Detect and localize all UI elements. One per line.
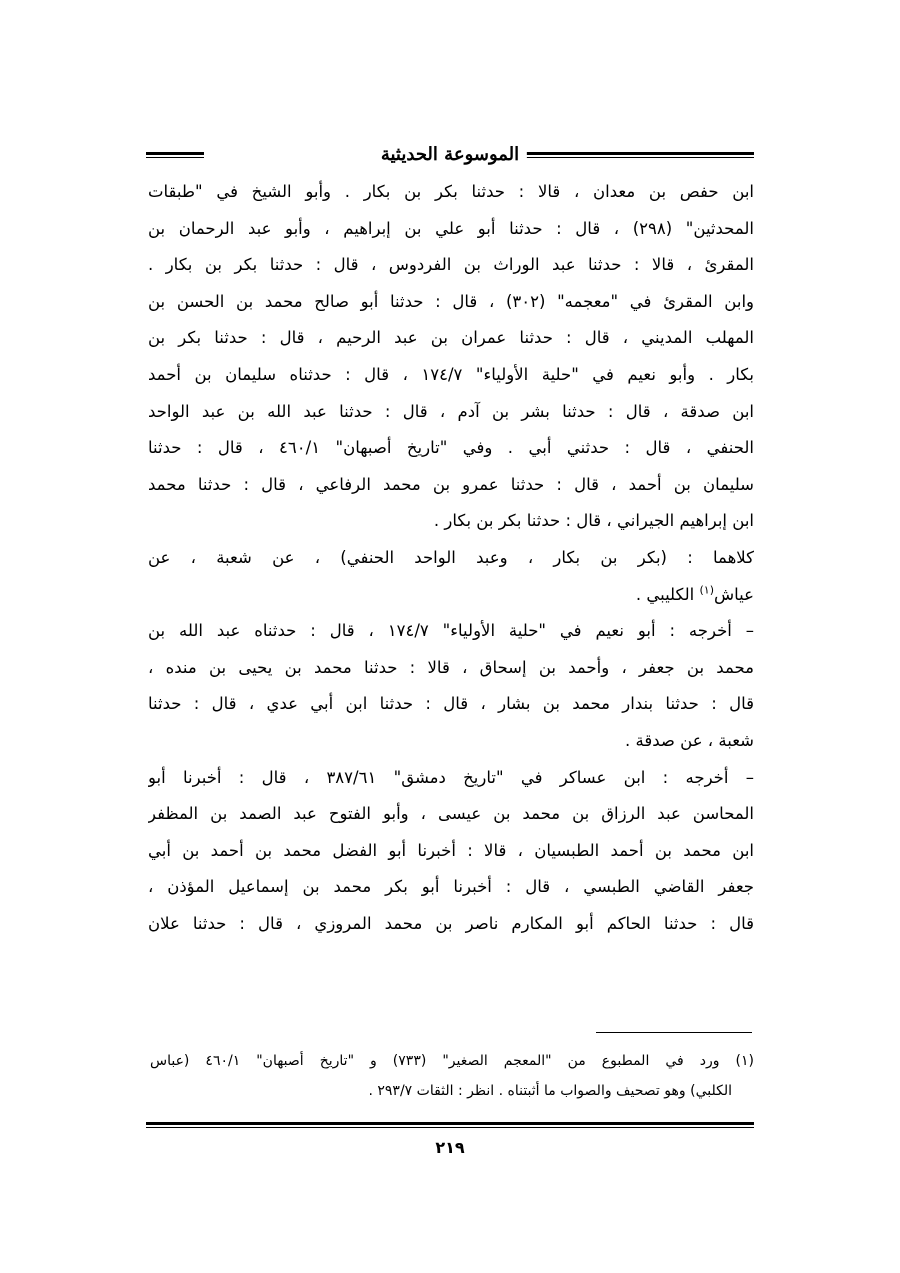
body-line: جعفر القاضي الطبسي ، قال : أخبرنا أبو بكر محمد بن إسماعيل المؤذن ، [148, 877, 754, 897]
body-line: ابن إبراهيم الجيراني ، قال : حدثنا بكر بن بكار . [433, 511, 754, 531]
body-line: ابن محمد بن أحمد الطبسيان ، قالا : أخبرنا أبو الفضل محمد بن أحمد بن أبي [148, 840, 754, 860]
body-line: سليمان بن أحمد ، قال : حدثنا عمرو بن محمد الرفاعي ، قال : حدثنا محمد [148, 474, 754, 494]
body-line: قال : حدثنا بندار محمد بن بشار ، قال : حدثنا ابن أبي عدي ، قال : حدثنا [148, 694, 754, 714]
footnote-ref[interactable]: (١) [699, 583, 714, 597]
footnote-line: (١) ورد في المطبوع من "المعجم الصغير" (٧٣٣) و "تاريخ أصبهان" ٤٦٠/١ (عباس [150, 1053, 754, 1069]
body-line: محمد بن جعفر ، وأحمد بن إسحاق ، قالا : حدثنا محمد بن يحيى بن منده ، [148, 657, 754, 677]
body-line: – أخرجه : أبو نعيم في "حلية الأولياء" ١٧٤/٧ ، قال : حدثناه عبد الله بن [148, 621, 754, 641]
body-line: المقرئ ، قالا : حدثنا عبد الوراث بن الفردوس ، قال : حدثنا بكر بن بكار . [148, 255, 754, 275]
body-line: كلاهما : (بكر بن بكار ، وعبد الواحد الحنفي) ، عن شعبة ، عن [148, 547, 754, 567]
footer-rule [146, 1122, 754, 1128]
footnote-line: الكلبي) وهو تصحيف والصواب ما أثبتناه . انظر : الثقات ٢٩٣/٧ . [368, 1083, 732, 1099]
ayyash-rest: الكليبي . [635, 584, 700, 604]
body-line: المحدثين" (٢٩٨) ، قال : حدثنا أبو علي بن إبراهيم ، وأبو عبد الرحمان بن [148, 218, 754, 238]
body-line: ابن حفص بن معدان ، قالا : حدثنا بكر بن بكار . وأبو الشيخ في "طبقات [148, 182, 754, 201]
body-line: ابن صدقة ، قال : حدثنا بشر بن آدم ، قال : حدثنا عبد الله بن عبد الواحد [148, 401, 754, 421]
ayyash-line [148, 577, 754, 614]
ayyash-word: عياش [714, 584, 754, 604]
page-number: ٢١٩ [435, 1138, 465, 1157]
footnotes [150, 1046, 754, 1106]
body-line: المحاسن عبد الرزاق بن محمد بن عيسى ، وأبو الفتوح عبد الصمد بن المظفر [148, 804, 754, 824]
body-text [148, 174, 754, 942]
footnote-separator [596, 1032, 752, 1033]
header-title: الموسوعة الحديثية [373, 142, 527, 168]
page-header [146, 142, 754, 170]
body-line: شعبة ، عن صدقة . [625, 730, 754, 750]
header-rule-left [146, 152, 204, 158]
body-line: قال : حدثنا الحاكم أبو المكارم ناصر بن محمد المروزي ، قال : حدثنا علان [148, 913, 754, 933]
body-line: المهلب المديني ، قال : حدثنا عمران بن عبد الرحيم ، قال : حدثنا بكر بن [148, 328, 754, 348]
body-line: – أخرجه : ابن عساكر في "تاريخ دمشق" ٣٨٧/٦١ ، قال : أخبرنا أبو [148, 767, 754, 787]
body-line: الحنفي ، قال : حدثني أبي . وفي "تاريخ أصبهان" ٤٦٠/١ ، قال : حدثنا [148, 438, 754, 458]
body-line: وابن المقرئ في "معجمه" (٣٠٢) ، قال : حدثنا أبو صالح محمد بن الحسن بن [148, 291, 754, 311]
body-line: بكار . وأبو نعيم في "حلية الأولياء" ١٧٤/٧ ، قال : حدثناه سليمان بن أحمد [148, 364, 754, 384]
